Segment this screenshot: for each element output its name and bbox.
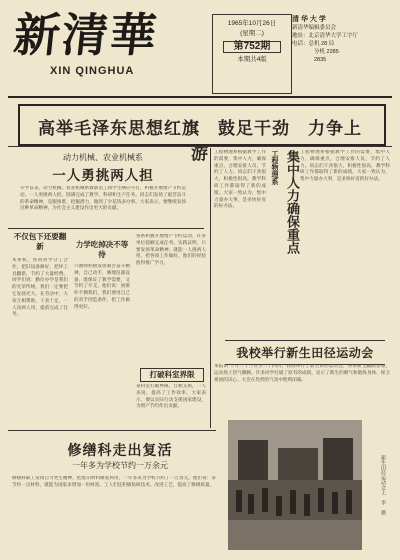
col-b-heading: 力学吃掉决不等待 [75,240,129,259]
lead-body: 开学以来，动力机械、农业机械系教职员工和学生响应号召，积极开展增产节约运动，一人勇挑两人担，圆满完成了教学、科研和生产任务。同志们发扬了艰苦奋斗的革命精神，克服困难，挖掘潜力，做到了少花钱多办事。大家表示，要继续发扬这种革命精神，为社会主义建设作出更大的贡献。 [20,186,186,212]
col-a-heading: 不仅包下还要翻新 [13,232,67,251]
col-c-heading: 打破科室界限 [140,368,204,382]
publisher-phone: 电话：总机 28 局 [292,41,335,47]
publisher-univ: 清 华 大 学 [292,16,326,23]
slogan-headline: 高举毛泽东思想红旗 鼓足干劲 力争上游 [38,119,362,164]
issue-number: 第752期 [223,41,281,53]
col-c-body: 某科室打破界限，互相支援，一人多岗，提高了工作效率。大家表示，要以实际行动支援国家建设，为增产节约作出贡献。 [136,384,206,410]
col-a-body: 本系机，各班同学分工合作，把旧设备修好，把坏工具翻新，节约了大量经费。同学们说：勤俭办学是我们的光荣传统，我们一定要把它发扬光大。在劳动中，大家互相帮助，干劲十足，一人顶两人用，提前完成了任务。 [12,258,68,318]
issue-pages: 本期共4版 [237,56,267,63]
col-b-body: 六教师积极发扬艰苦奋斗精神，自己动手，修理仪器设备，既保证了教学需要，又节约了开支。他们说：困难吓不倒我们，我们要用自己的双手创造条件，把工作做得更好。 [74,264,130,310]
masthead-title: 新清華 [11,8,161,62]
slogan-rule [8,146,392,147]
repair-headline: 修缮科走出复活 [67,443,173,459]
feature-headline: 集中人力确保重点 [284,150,299,254]
issue-weekday: (星期二) [240,30,264,37]
masthead-rule [8,96,392,98]
col-d-body: 各系积极开展增产节约运动，许多单位超额完成任务。实践证明，只要发扬革命精神，就能一人挑两人担，把各项工作做好。他们的经验值得推广学习。 [136,234,206,267]
repair-rule [8,430,216,431]
track-meet-photo [228,420,362,550]
issue-info-box [212,14,292,94]
column-divider [210,148,211,428]
lead-rule [8,228,204,229]
publisher-ext: 分机 2285 [314,49,339,55]
lead-headline: 一人勇挑两人担 [52,168,154,184]
publisher-info [292,16,392,64]
feature-kicker: 工程物理系 [271,150,280,185]
repair-body: 修缮科职工发扬自力更生精神，把废旧材料修复利用，一年多来为学校节约了一万余元。他们说：多节约一点材料，就能为国家多增加一份财富。工人们还积极钻研技术，改进工艺，提高了修缮质量。 [12,476,216,488]
publisher-address: 地址：北京清华大学工字厅 [292,33,359,39]
feature-body-left: 工程物理系根据教学工作的需要，集中人力，确保重点，合理安排人员，节约了人力。同志们干劲很大，积极性很高，教学科研工作都取得了新的成绩。大家一致认为，集中力量办大事，是多快好省的好办法。 [214,150,266,210]
publisher-ext2: 2835 [314,57,327,63]
masthead-pinyin: XIN QINGHUA [50,65,135,77]
track-meet-photo-image [228,420,362,550]
repair-subheadline: 一年多为学校节约一万余元 [72,461,168,470]
lead-kicker: 动力机械、农业机械系 [63,153,143,162]
sports-headline: 我校举行新生田径运动会 [225,340,385,365]
publisher-committee: 新清华编辑委员会 [292,25,337,31]
feature-body-right: 工程物理系根据教学工作的需要，集中人力，确保重点，合理安排人员，节约了人力。同志们干劲很大，积极性很高，教学科研工作都取得了新的成绩。大家一致认为，集中力量办大事，是多快好省的好办法。 [300,150,390,183]
sports-body: 本报讯 十月二十三日至二十四日，我校举行了新生田径运动会，各系新生踊跃参加，运动场上热气腾腾。许多同学打破了原有的成绩，显示了新生的朝气和锻炼身体、保卫祖国的决心。大会在热烈的气氛中胜利闭幕。 [214,364,390,383]
photo-caption: 新生田径运动会上 李 摄 [380,455,386,515]
issue-date: 1965年10月26日 [227,20,277,27]
